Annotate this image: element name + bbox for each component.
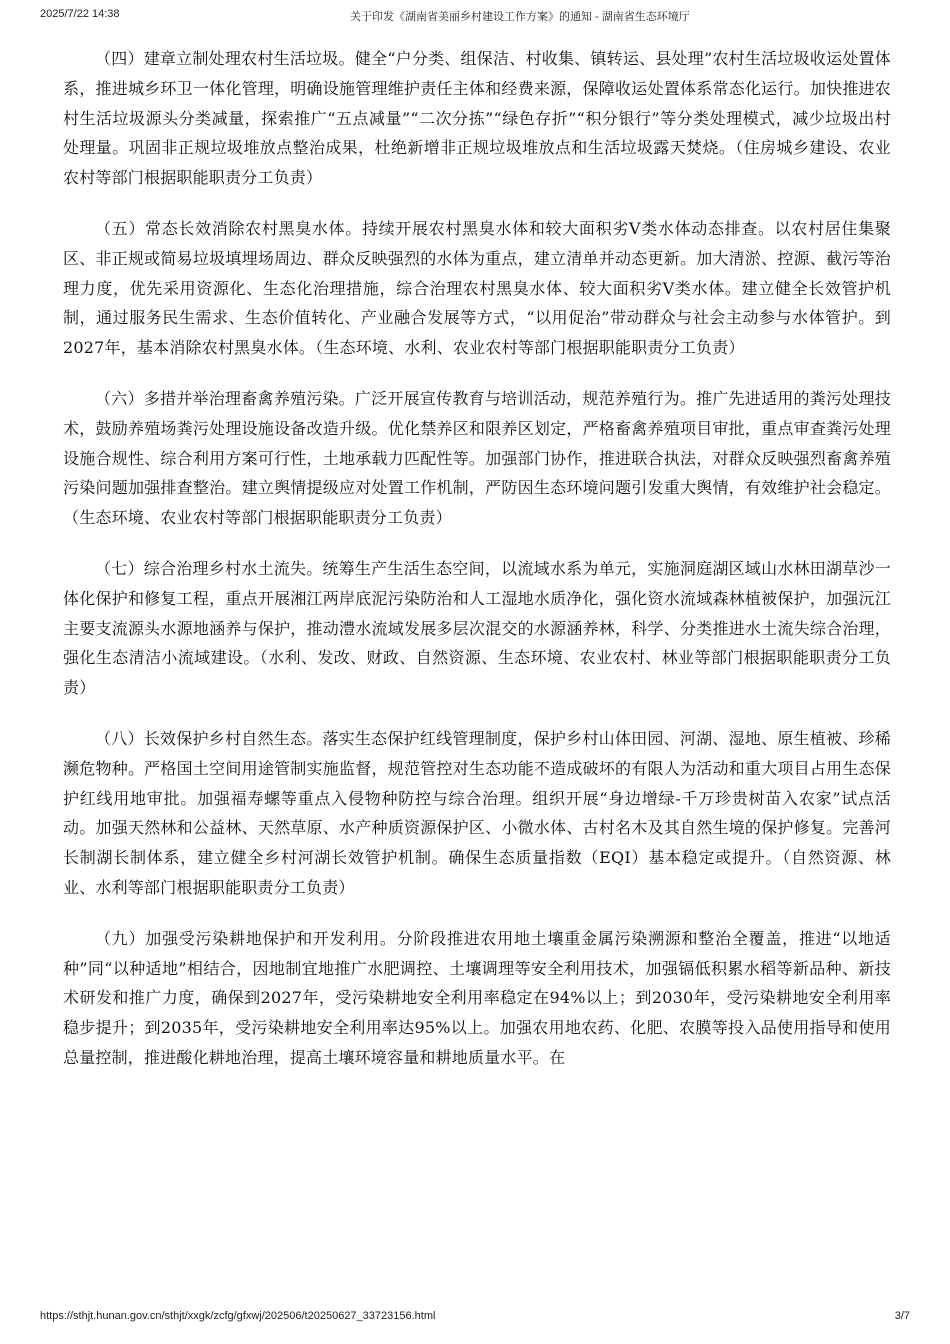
paragraph-section-7: （七）综合治理乡村水土流失。统筹生产生活生态空间，以流域水系为单元，实施洞庭湖区域山水林田湖草沙一体化保护和修复工程，重点开展湘江两岸底泥污染防治和人工湿地水质净化，强化资水流域森林植被保护，加强沅江主要支流源头水源地涵养与保护，推动澧水流域发展多层次混交的水源涵养林，科学、分类推进水土流失综合治理，强化生态清洁小流域建设。（水利、发改、财政、自然资源、生态环境、农业农村、林业等部门根据职能职责分工负责） bbox=[63, 558, 891, 698]
print-footer bbox=[0, 1310, 950, 1334]
print-header bbox=[0, 0, 950, 30]
print-datetime: 2025/7/22 14:38 bbox=[40, 8, 120, 20]
page-indicator: 3/7 bbox=[894, 1310, 910, 1322]
paragraph-section-4: （四）建章立制处理农村生活垃圾。健全“户分类、组保洁、村收集、镇转运、县处理”农村生活垃圾收运处置体系，推进城乡环卫一体化管理，明确设施管理维护责任主体和经费来源，保障收运处置体系常态化运行。加快推进农村生活垃圾源头分类减量，探索推广“五点减量”“二次分拣”“绿色存折”“积分银行”等分类处理模式，减少垃圾出村处理量。巩固非正规垃圾堆放点整治成果，杜绝新增非正规垃圾堆放点和生活垃圾露天焚烧。（住房城乡建设、农业农村等部门根据职能职责分工负责） bbox=[63, 49, 891, 188]
document-body bbox=[63, 44, 891, 1094]
paragraph-section-5: （五）常态长效消除农村黑臭水体。持续开展农村黑臭水体和较大面积劣V类水体动态排查。以农村居住集聚区、非正规或简易垃圾填埋场周边、群众反映强烈的水体为重点，建立清单并动态更新。加大清淤、控源、截污等治理力度，优先采用资源化、生态化治理措施，综合治理农村黑臭水体、较大面积劣V类水体。建立健全长效管护机制，通过服务民生需求、生态价值转化、产业融合发展等方式，“以用促治”带动群众与社会主动参与水体管护。到2027年，基本消除农村黑臭水体。（生态环境、水利、农业农村等部门根据职能职责分工负责） bbox=[63, 218, 891, 358]
print-url[interactable]: https://sthjt.hunan.gov.cn/sthjt/xxgk/zcfg/gfxwj/202506/t20250627_33723156.html bbox=[40, 1310, 436, 1322]
paragraph-section-8: （八）长效保护乡村自然生态。落实生态保护红线管理制度，保护乡村山体田园、河湖、湿地、原生植被、珍稀濒危物种。严格国土空间用途管制实施监督，规范管控对生态功能不造成破坏的有限人为活动和重大项目占用生态保护红线用地审批。加强福寿螺等重点入侵物种防控与综合治理。组织开展“身边增绿-千万珍贵树苗入农家”试点活动。加强天然林和公益林、天然草原、水产种质资源保护区、小微水体、古村名木及其自然生境的保护修复。完善河长制湖长制体系，建立健全乡村河湖长效管护机制。确保生态质量指数（EQI）基本稳定或提升。（自然资源、林业、水利等部门根据职能职责分工负责） bbox=[63, 728, 891, 897]
paragraph-section-6: （六）多措并举治理畜禽养殖污染。广泛开展宣传教育与培训活动，规范养殖行为。推广先进适用的粪污处理技术，鼓励养殖场粪污处理设施设备改造升级。优化禁养区和限养区划定，严格畜禽养殖项目审批，重点审查粪污处理设施合规性、综合利用方案可行性，土地承载力匹配性等。加强部门协作，推进联合执法，对群众反映强烈畜禽养殖污染问题加强排查整治。建立舆情提级应对处置工作机制，严防因生态环境问题引发重大舆情，有效维护社会稳定。（生态环境、农业农村等部门根据职能职责分工负责） bbox=[63, 388, 891, 528]
paragraph-section-9: （九）加强受污染耕地保护和开发利用。分阶段推进农用地土壤重金属污染溯源和整治全覆盖，推进“以地适种”同“以种适地”相结合，因地制宜地推广水肥调控、土壤调理等安全利用技术，加强镉低积累水稻等新品种、新技术研发和推广力度，确保到2027年，受污染耕地安全利用率稳定在94%以上；到2030年，受污染耕地安全利用率稳步提升；到2035年，受污染耕地安全利用率达95%以上。加强农用地农药、化肥、农膜等投入品使用指导和使用总量控制，推进酸化耕地治理，提高土壤环境容量和耕地质量水平。在 bbox=[63, 928, 891, 1067]
print-page-title: 关于印发《湖南省美丽乡村建设工作方案》的通知 - 湖南省生态环境厅 bbox=[350, 11, 690, 23]
